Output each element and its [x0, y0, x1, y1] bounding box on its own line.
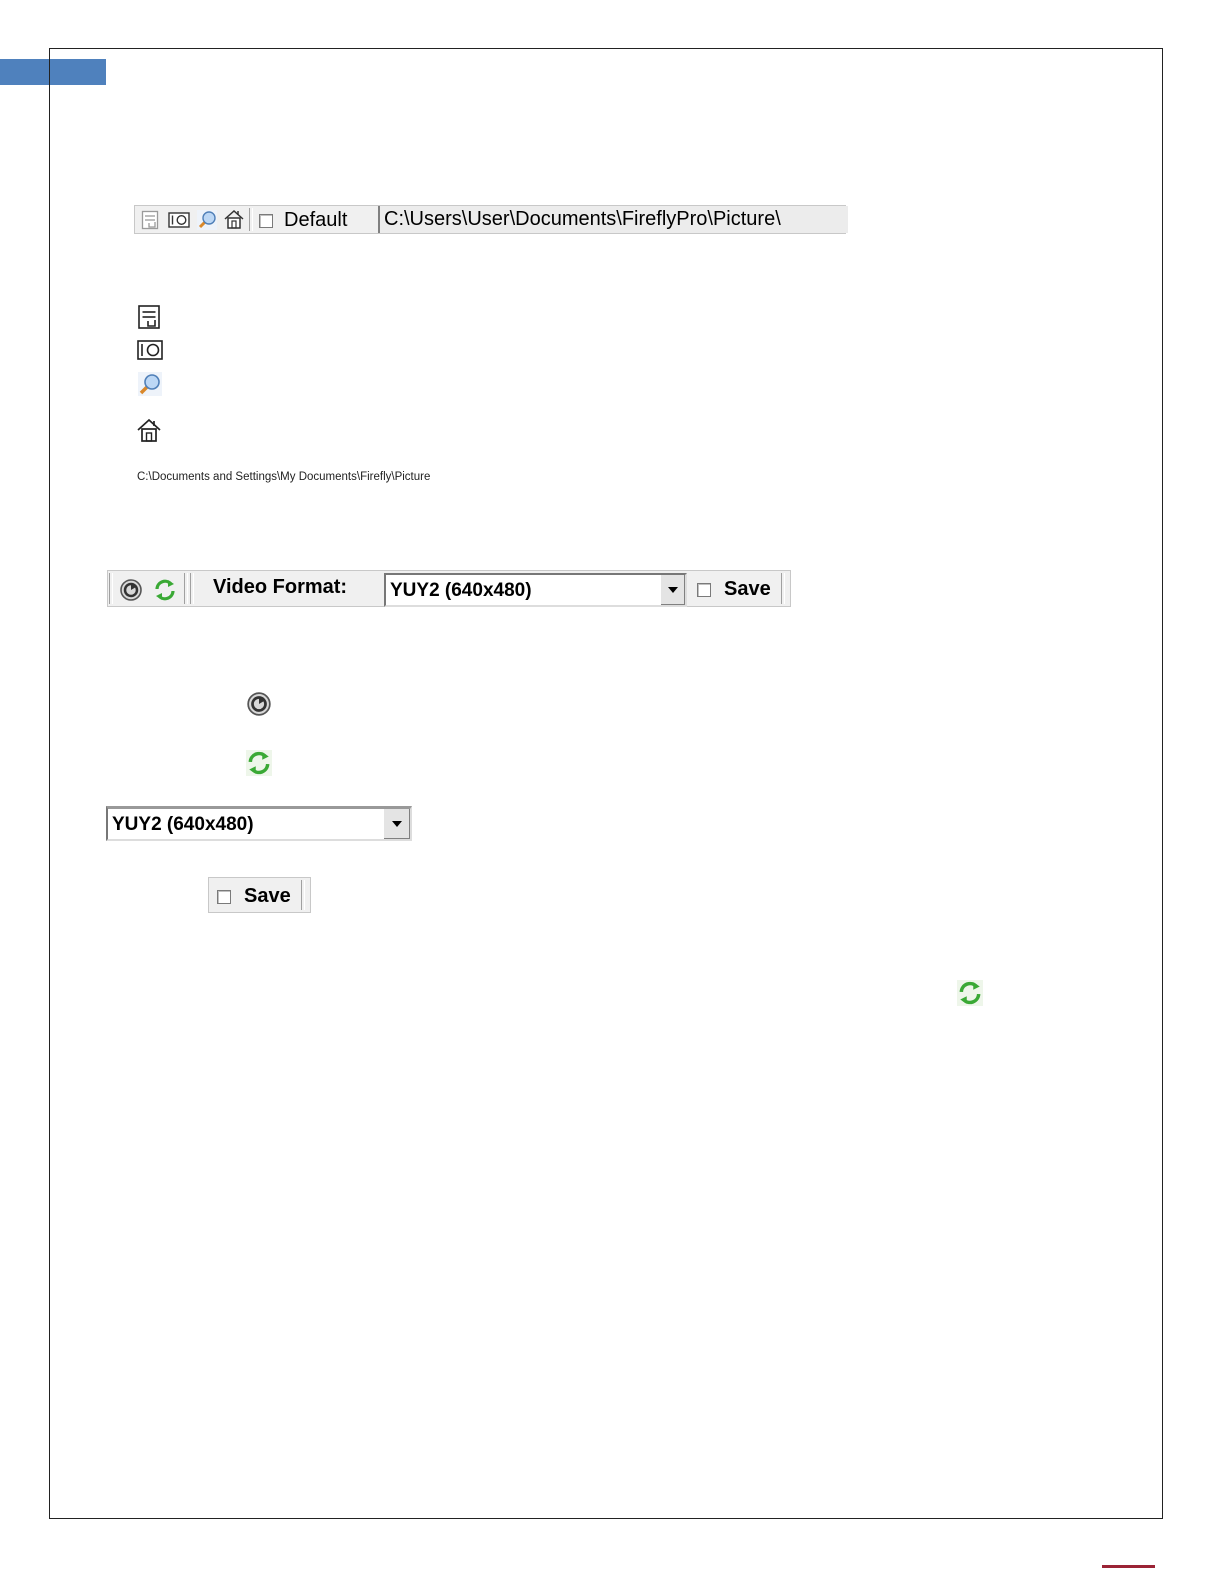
video-format-label: Video Format:: [213, 576, 348, 598]
capture-toolbar: [134, 205, 846, 234]
video-toolbar: [107, 570, 791, 607]
save-picture-icon: [136, 304, 162, 330]
save-checkbox[interactable]: [697, 583, 711, 597]
save-path-field[interactable]: C:\Users\User\Documents\FireflyPro\Picture\: [378, 206, 848, 233]
standalone-save-toolbar: [208, 877, 311, 913]
video-format-value: YUY2 (640x480): [390, 580, 532, 601]
toolbar-separator: [190, 573, 194, 604]
capture-icon: [245, 690, 273, 718]
toolbar-separator: [301, 880, 305, 910]
toolbar-separator: [184, 573, 188, 604]
toolbar-separator: [249, 208, 253, 231]
refresh-icon: [956, 979, 984, 1007]
footer-mark: [1102, 1565, 1155, 1568]
refresh-icon[interactable]: [152, 577, 178, 603]
refresh-icon: [245, 749, 273, 777]
save-checkbox[interactable]: [217, 890, 231, 904]
default-path-note: C:\Documents and Settings\My Documents\Firefly\Picture: [137, 471, 431, 483]
home-icon: [135, 416, 163, 444]
page-frame: [49, 48, 1163, 1519]
default-label: Default: [284, 209, 348, 231]
toolbar-separator: [781, 573, 785, 604]
default-checkbox[interactable]: [259, 214, 273, 228]
standalone-format-value: YUY2 (640x480): [112, 814, 254, 835]
save-label: Save: [724, 578, 771, 600]
home-icon[interactable]: [222, 207, 246, 231]
standalone-format-select[interactable]: [106, 806, 412, 841]
toolbar-separator: [109, 573, 113, 604]
camera-icon[interactable]: [167, 209, 191, 231]
save-picture-icon[interactable]: [139, 209, 161, 231]
zoom-icon[interactable]: [195, 208, 219, 232]
chevron-down-icon[interactable]: [660, 575, 685, 605]
save-label: Save: [244, 885, 291, 907]
capture-icon[interactable]: [118, 577, 144, 603]
chevron-down-icon[interactable]: [383, 809, 410, 839]
video-format-select[interactable]: [384, 573, 687, 607]
camera-icon: [136, 338, 164, 362]
zoom-icon: [136, 370, 164, 398]
